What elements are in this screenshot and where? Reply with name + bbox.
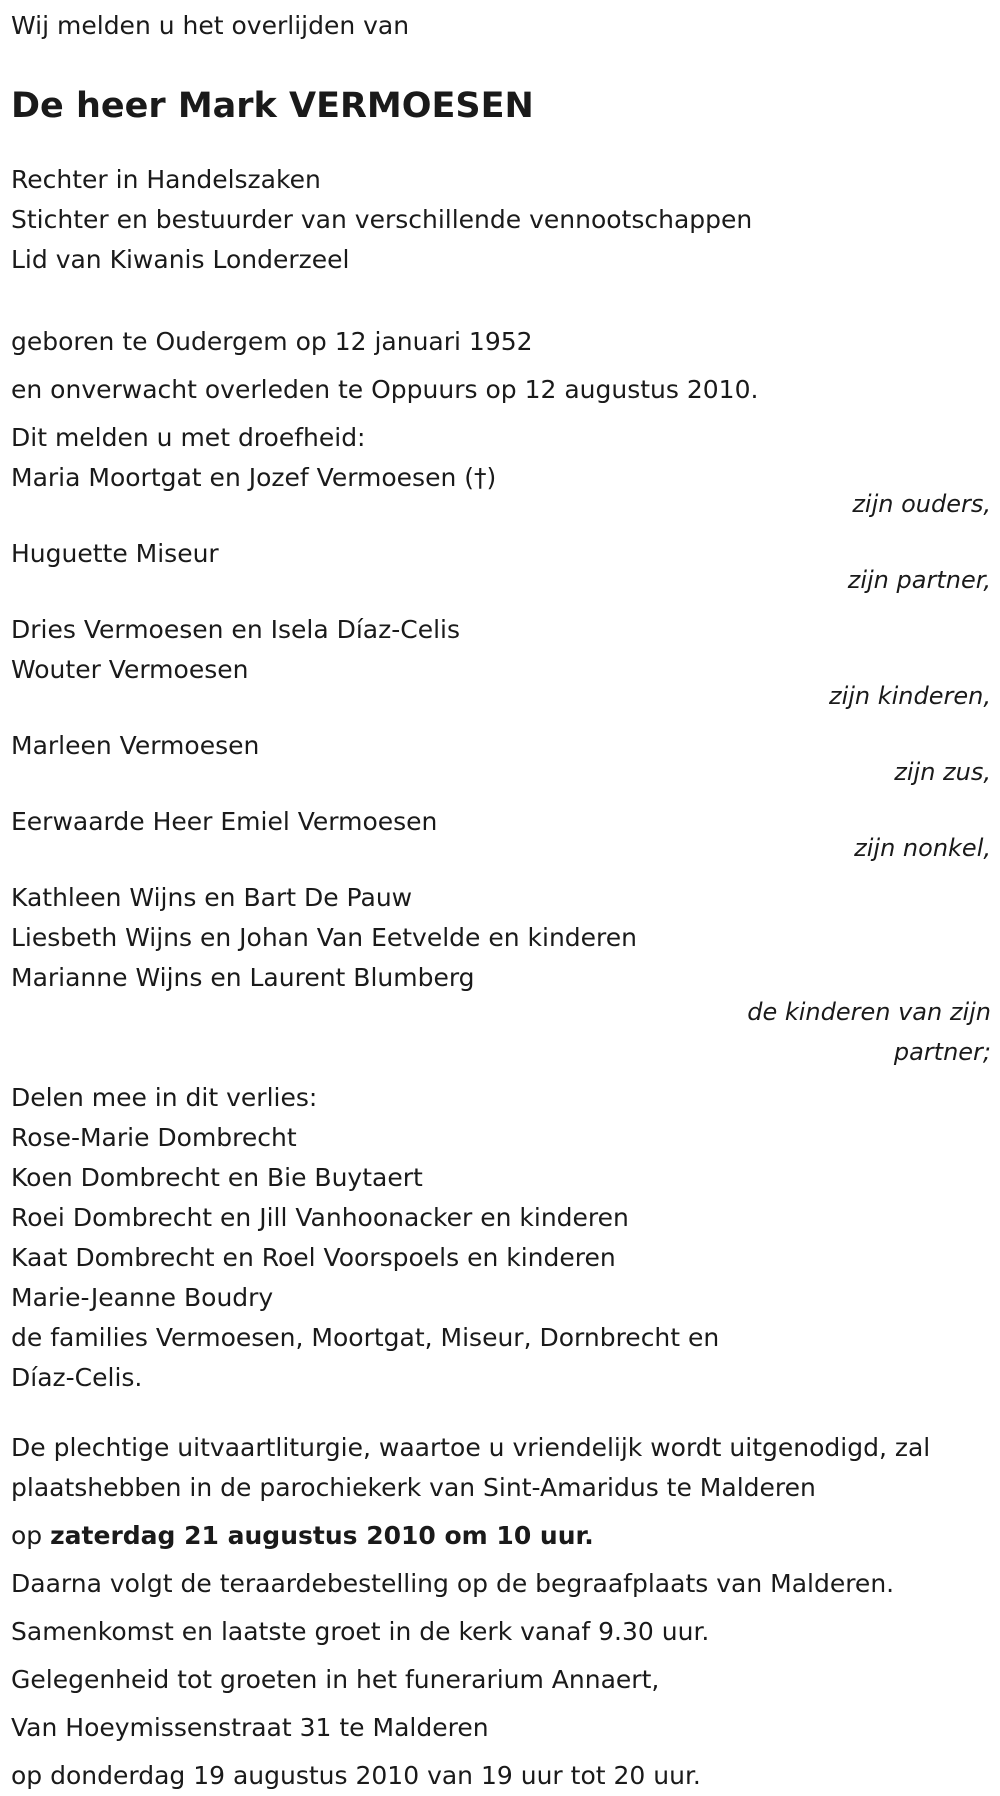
relation-label: zijn zus, — [894, 758, 991, 786]
funeral-date-bold: zaterdag 21 augustus 2010 om 10 uur. — [50, 1521, 594, 1550]
partner-child-name: Marianne Wijns en Laurent Blumberg — [11, 963, 475, 992]
funeral-date — [11, 1516, 991, 1556]
title-line: Stichter en bestuurder van verschillende vennootschappen — [11, 205, 753, 234]
death-info: en onverwacht overleden te Oppuurs op 12 augustus 2010. — [11, 375, 759, 404]
share-intro: Delen mee in dit verlies: — [11, 1083, 318, 1112]
birth-info: geboren te Oudergem op 12 januari 1952 — [11, 327, 533, 356]
partner-name: Huguette Miseur — [11, 539, 219, 568]
funeral-text: De plechtige uitvaartliturgie, waartoe u vriendelijk wordt uitgenodigd, zal — [11, 1433, 931, 1462]
mourner-name: Koen Dombrecht en Bie Buytaert — [11, 1163, 423, 1192]
death-notice — [11, 0, 991, 1796]
relation-label-line: partner; — [893, 1038, 991, 1066]
partner-child-name: Kathleen Wijns en Bart De Pauw — [11, 883, 413, 912]
mourn-intro: Dit melden u met droefheid: — [11, 423, 366, 452]
mourner-name: de families Vermoesen, Moortgat, Miseur, Dornbrecht en — [11, 1323, 720, 1352]
burial-text: Daarna volgt de teraardebestelling op de begraafplaats van Malderen. — [11, 1569, 895, 1598]
viewing-address: Van Hoeymissenstraat 31 te Malderen — [11, 1713, 489, 1742]
sister-name: Marleen Vermoesen — [11, 731, 260, 760]
relation-label-line: de kinderen van zijn — [747, 998, 991, 1026]
viewing-date: op donderdag 19 augustus 2010 van 19 uur tot 20 uur. — [11, 1761, 701, 1790]
funeral-text: plaatshebben in de parochiekerk van Sint-Amaridus te Malderen — [11, 1473, 816, 1502]
parents-names: Maria Moortgat en Jozef Vermoesen (†) — [11, 463, 497, 492]
gathering-text: Samenkomst en laatste groet in de kerk vanaf 9.30 uur. — [11, 1617, 710, 1646]
funeral-date-prefix: op — [11, 1521, 51, 1550]
title-line: Lid van Kiwanis Londerzeel — [11, 245, 350, 274]
mourner-name: Rose-Marie Dombrecht — [11, 1123, 297, 1152]
mourner-name: Díaz-Celis. — [11, 1363, 143, 1392]
partner-child-name: Liesbeth Wijns en Johan Van Eetvelde en kinderen — [11, 923, 638, 952]
mourner-name: Marie-Jeanne Boudry — [11, 1283, 274, 1312]
intro-text: Wij melden u het overlijden van — [11, 11, 410, 40]
deceased-name: De heer Mark VERMOESEN — [11, 86, 534, 126]
relation-label: zijn partner, — [847, 566, 991, 594]
uncle-name: Eerwaarde Heer Emiel Vermoesen — [11, 807, 438, 836]
viewing-text: Gelegenheid tot groeten in het funerarium Annaert, — [11, 1665, 660, 1694]
child-name: Dries Vermoesen en Isela Díaz-Celis — [11, 615, 461, 644]
mourner-name: Kaat Dombrecht en Roel Voorspoels en kinderen — [11, 1243, 616, 1272]
relation-label — [11, 992, 991, 1072]
mourner-name: Roei Dombrecht en Jill Vanhoonacker en kinderen — [11, 1203, 629, 1232]
relation-label: zijn ouders, — [852, 490, 991, 518]
relation-label: zijn kinderen, — [828, 682, 991, 710]
relation-label: zijn nonkel, — [854, 834, 991, 862]
title-line: Rechter in Handelszaken — [11, 165, 321, 194]
child-name: Wouter Vermoesen — [11, 655, 249, 684]
